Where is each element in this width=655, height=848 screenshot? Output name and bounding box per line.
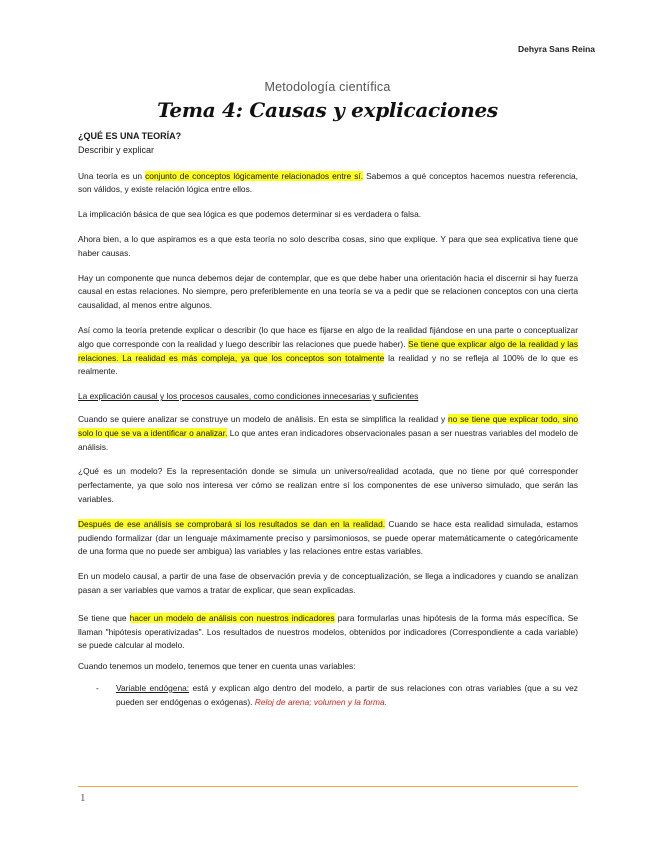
bullet-dash: - <box>96 682 99 693</box>
highlighted-text: hacer un modelo de análisis con nuestros indicadores <box>129 612 335 623</box>
text-run: está y explican algo dentro del modelo, a partir de sus relaciones con otras variables (que a su vez pueden ser endógenas o exógenas). <box>116 682 578 707</box>
page-number: 1 <box>80 792 86 804</box>
paragraph-8 <box>78 518 578 559</box>
highlighted-text: conjunto de conceptos lógicamente relacionados entre sí. <box>145 170 364 181</box>
document-title: Tema 4: Causas y explicaciones <box>157 98 498 122</box>
text-run: Lo que antes eran indicadores observacionales pasan a ser nuestras variables del modelo de análisis. <box>78 427 578 452</box>
list-item <box>96 682 578 710</box>
paragraph-3: Ahora bien, a lo que aspiramos es a que esta teoría no solo describa cosas, sino que explique. Y para que sea explicativa tiene que haber causas. <box>78 233 578 258</box>
paragraph-2: La implicación básica de que sea lógica es que podemos determinar si es verdadera o falsa. <box>78 209 422 220</box>
paragraph-10 <box>78 612 578 653</box>
list-item-text <box>116 682 578 710</box>
term-label: Variable endógena: <box>116 682 190 693</box>
highlighted-text: no se tiene que explicar todo, sino solo lo que se va a identificar o analizar. <box>78 413 578 438</box>
paragraph-1 <box>78 170 578 198</box>
paragraph-11: Cuando tenemos un modelo, tenemos que tener en cuenta unas variables: <box>78 661 356 672</box>
text-run: Cuando se quiere analizar se construye un modelo de análisis. En esta se simplifica la realidad y <box>78 413 448 424</box>
text-run: Cuando se hace esta realidad simulada, estamos pudiendo formalizar (dar un lenguaje máximamente preciso y parsimoniosos, se puede operar matemáticamente o categóricamente de una forma que no puede ser ambigua) las variables y las relaciones entre estas variables. <box>78 518 578 557</box>
author-name: Dehyra Sans Reina <box>517 44 595 54</box>
paragraph-5 <box>78 324 578 379</box>
section-heading: ¿QUÉ ES UNA TEORÍA? <box>78 131 182 141</box>
paragraph-6 <box>78 413 578 454</box>
text-run: Una teoría es un <box>78 170 146 181</box>
text-run: la realidad y no se refleja al 100% de lo que es realmente. <box>78 352 578 377</box>
red-note: Reloj de arena; volumen y la forma. <box>254 696 387 707</box>
text-run: para formularlas unas hipótesis de la forma más específica. Se llaman "hipótesis operativizadas". Los resultados de nuestros modelos, obtenidos por indicadores (Correspondiente a cada variable) se puede calcular al modelo. <box>78 612 578 651</box>
highlighted-text: Después de ese análisis se comprobará si los resultados se dan en la realidad. <box>78 518 386 529</box>
subsection-heading: Describir y explicar <box>78 144 155 155</box>
text-run: Se tiene que <box>78 612 130 623</box>
paragraph-9: En un modelo causal, a partir de una fase de observación previa y de conceptualización, se llega a indicadores y cuando se analizan pasan a ser variables que vamos a tratar de explicar, que sean explicadas. <box>78 571 578 595</box>
document-body <box>78 130 578 710</box>
footer-rule <box>78 786 578 787</box>
document-subtitle: Metodología científica <box>264 80 391 94</box>
highlighted-text: Se tiene que explicar algo de la realidad y las relaciones. La realidad es más compleja, ya que los conceptos son totalmente <box>78 338 578 363</box>
section-heading-underlined: La explicación causal y los procesos causales, como condiciones innecesarias y suficientes <box>78 391 419 402</box>
paragraph-7: ¿Qué es un modelo? Es la representación donde se simula un universo/realidad acotada, que no tiene por qué corresponder perfectamente, ya que solo nos interesa ver cómo se realizan entre sí los componentes de ese universo simulado, que serán las variables. <box>78 466 578 504</box>
text-run: Así como la teoría pretende explicar o describir (lo que hace es fijarse en algo de la realidad fijándose en una parte o conceptualizar algo que corresponde con la realidad y luego describir las relaciones que puede haber). <box>78 324 578 349</box>
paragraph-4: Hay un componente que nunca debemos dejar de contemplar, que es que debe haber una orientación hacia el discernir si hay fuerza causal en estas relaciones. No siempre, pero preferiblemente en una teoría se va a pedir que se relacionen conceptos con una cierta causalidad, al menos entre algunos. <box>78 272 578 311</box>
text-run: Sabemos a qué conceptos hacemos nuestra referencia, son válidos, y existe relación lógica entre ellos. <box>78 170 578 195</box>
